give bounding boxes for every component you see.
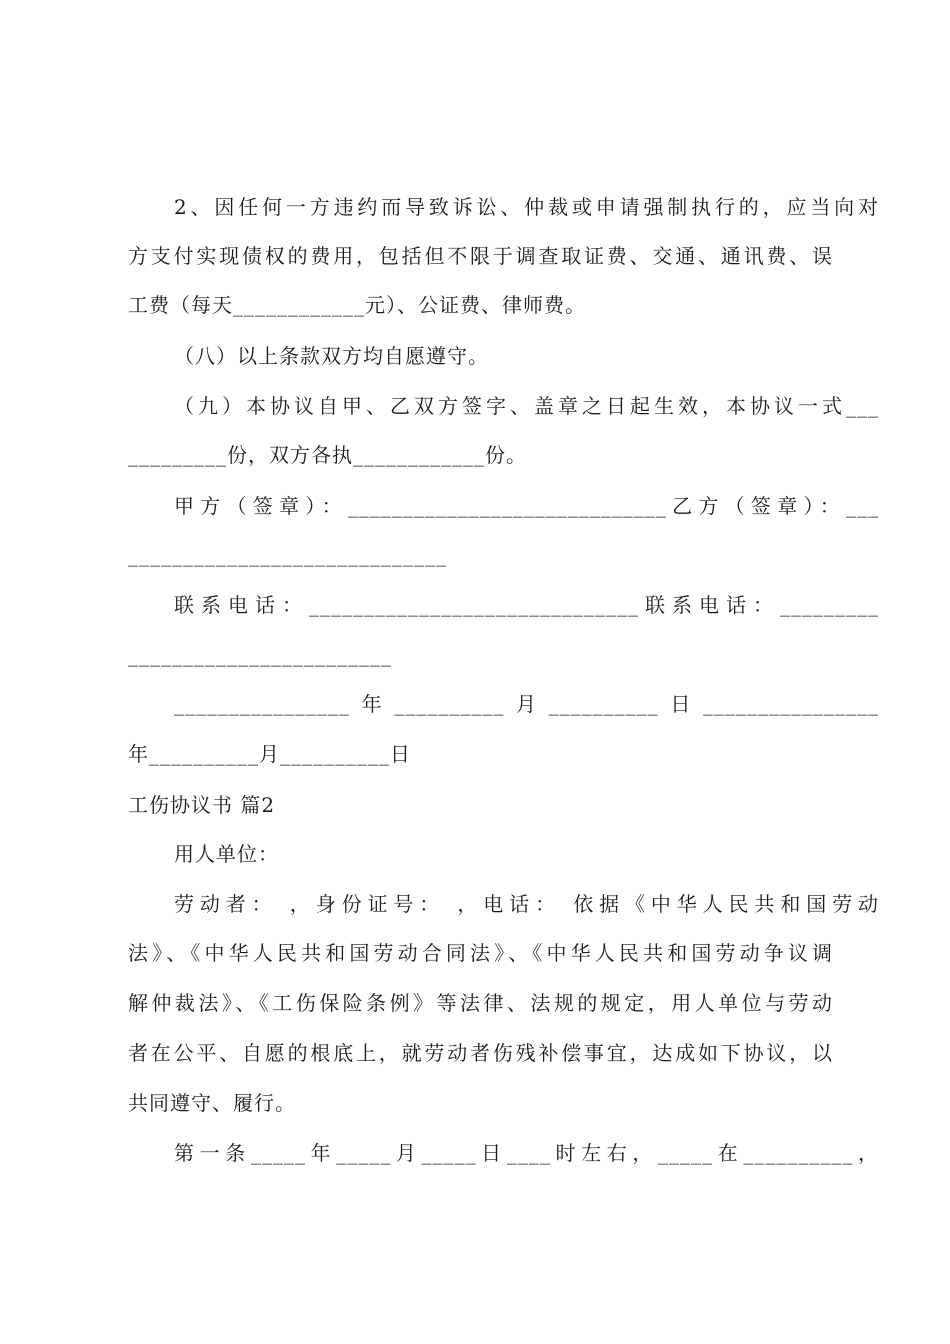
signature-line-1: 甲方（签章）：_____________________________乙方（签章）：___ <box>174 494 879 518</box>
intro-line-5: 共同遵守、履行。 <box>128 1091 296 1115</box>
clause-9-line-2: _________份，双方各执____________份。 <box>128 443 527 467</box>
clause-9-line-1: （九）本协议自甲、乙双方签字、盖章之日起生效，本协议一式___ <box>174 394 879 418</box>
intro-line-2: 法》、《中华人民共和国劳动合同法》、《中华人民共和国劳动争议调 <box>128 941 833 965</box>
intro-line-1: 劳动者： ，身份证号： ，电话： 依据《中华人民共和国劳动 <box>174 892 879 916</box>
intro-line-3: 解仲裁法》、《工伤保险条例》等法律、法规的规定，用人单位与劳动 <box>128 991 833 1015</box>
clause-2-line-2: 方支付实现债权的费用，包括但不限于调查取证费、交通、通讯费、误 <box>128 244 833 268</box>
section-title: 工伤协议书 篇2 <box>128 793 276 817</box>
phone-line-1: 联系电话：______________________________联系电话：_________ <box>174 593 879 617</box>
clause-2-line-1: 2、因任何一方违约而导致诉讼、仲裁或申请强制执行的，应当向对 <box>174 195 879 219</box>
employer-label: 用人单位： <box>174 842 279 866</box>
date-line-1: ________________年__________月__________日________________ <box>174 692 879 716</box>
signature-line-2: _____________________________ <box>128 543 447 567</box>
clause-2-line-3: 工费（每天____________元）、公证费、律师费。 <box>128 293 586 317</box>
clause-8: （八）以上条款双方均自愿遵守。 <box>174 344 489 368</box>
intro-line-4: 者在公平、自愿的根底上，就劳动者伤残补偿事宜，达成如下协议，以 <box>128 1041 833 1065</box>
date-line-2: 年__________月__________日 <box>128 742 411 766</box>
article-1-line: 第一条_____年_____月_____日____时左右，_____在__________， <box>174 1141 879 1165</box>
phone-line-2: ________________________ <box>128 643 392 667</box>
